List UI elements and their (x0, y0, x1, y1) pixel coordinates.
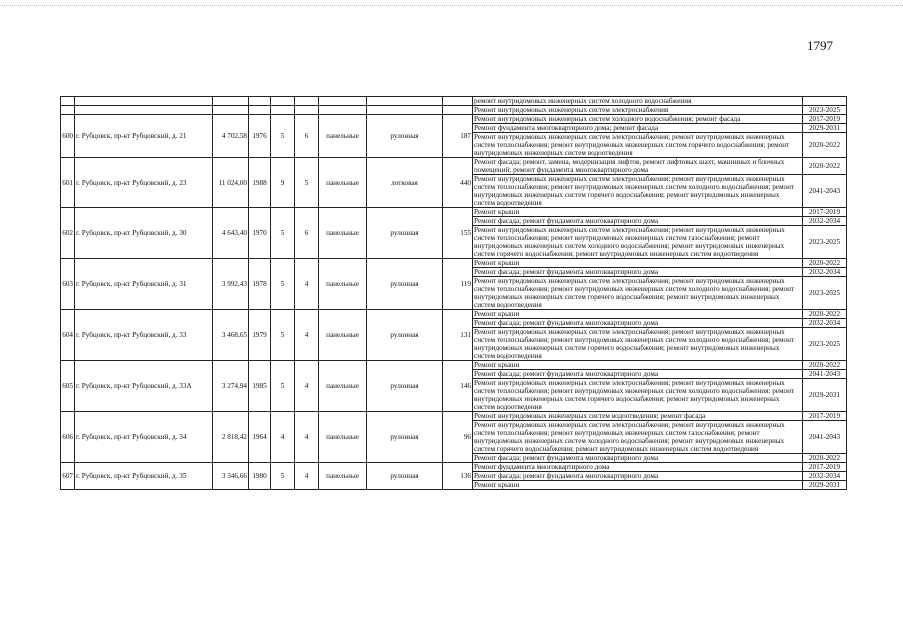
years-cell: 2017-2019 (803, 115, 847, 124)
row-number-cell: 604 (61, 310, 75, 361)
area-cell: 4 643,40 (213, 208, 249, 259)
floors-cell: 4 (271, 412, 295, 463)
years-cell: 2020-2022 (803, 133, 847, 158)
residents-cell: 136 (443, 463, 473, 490)
address-cell: г. Рубцовск, пр-кт Рубцовский, д. 23 (75, 158, 213, 208)
area-cell: 3 992,43 (213, 259, 249, 310)
years-cell: 2017-2019 (803, 412, 847, 421)
work-cell: Ремонт крыши (473, 259, 803, 268)
area-cell: 3 274,94 (213, 361, 249, 412)
address-cell: г. Рубцовск, пр-кт Рубцовский, д. 33А (75, 361, 213, 412)
entrances-cell: 4 (295, 361, 319, 412)
wall-material-cell: панельные (319, 412, 367, 463)
table-row (61, 412, 847, 421)
wall-material-cell: панельные (319, 158, 367, 208)
table-row (61, 115, 847, 124)
roof-type-cell: рулонная (367, 115, 443, 158)
wall-material-cell: панельные (319, 310, 367, 361)
year-built-cell: 1985 (249, 361, 271, 412)
residents-cell: 96 (443, 412, 473, 463)
work-cell: Ремонт фасада; ремонт фундамента многоквартирного дома (473, 472, 803, 481)
years-cell: 2017-2019 (803, 208, 847, 217)
area-cell: 2 818,42 (213, 412, 249, 463)
floors-cell: 5 (271, 115, 295, 158)
area-cell: 3 346,66 (213, 463, 249, 490)
year-built-cell: 1988 (249, 158, 271, 208)
residents-cell: 187 (443, 115, 473, 158)
residents-cell: 131 (443, 310, 473, 361)
area-cell: 11 024,00 (213, 158, 249, 208)
work-cell: Ремонт фасада; ремонт фундамента многоквартирного дома (473, 454, 803, 463)
page-number: 1797 (807, 38, 833, 53)
entrances-cell: 5 (295, 158, 319, 208)
year-built-cell: 1978 (249, 259, 271, 310)
row-number-cell: 606 (61, 412, 75, 463)
row-number-cell: 603 (61, 259, 75, 310)
year-built-cell: 1970 (249, 208, 271, 259)
years-cell: 2020-2022 (803, 454, 847, 463)
work-cell: Ремонт крыши (473, 310, 803, 319)
residents-cell: 440 (443, 158, 473, 208)
work-cell: Ремонт фасада; ремонт, замена, модернизация лифтов, ремонт лифтовых шахт, машинных и блочных помещений; ремонт фундамента многоквартирного дома (473, 158, 803, 175)
roof-type-cell: рулонная (367, 208, 443, 259)
years-cell: 2032-2034 (803, 217, 847, 226)
area-cell: 3 468,65 (213, 310, 249, 361)
work-cell: Ремонт фундамента многоквартирного дома (473, 463, 803, 472)
address-cell: г. Рубцовск, пр-кт Рубцовский, д. 33 (75, 310, 213, 361)
years-cell: 2029-2031 (803, 379, 847, 412)
work-cell: ремонт внутридомовых инженерных систем холодного водоснабжения (473, 97, 803, 106)
scan-top-edge (0, 5, 903, 7)
years-cell: 2020-2022 (803, 158, 847, 175)
address-cell: г. Рубцовск, пр-кт Рубцовский, д. 35 (75, 463, 213, 490)
work-cell: Ремонт внутридомовых инженерных систем электроснабжения; ремонт внутридомовых инженерных систем теплоснабжения; ремонт внутридомовых инженерных систем холодного водоснабжения; ремонт внутридомовых инженерных систем горячего водоснабжения; ремонт внутридомовых инженерных систем водоотведения (473, 175, 803, 208)
entrances-cell: 4 (295, 259, 319, 310)
floors-cell: 5 (271, 361, 295, 412)
year-built-cell: 1976 (249, 115, 271, 158)
work-cell: Ремонт внутридомовых инженерных систем электроснабжения; ремонт внутридомовых инженерных систем теплоснабжения; ремонт внутридомовых инженерных систем газоснабжения; ремонт внутридомовых инженерных систем холодного водоснабжения; ремонт внутридомовых инженерных систем горячего водоснабжения; ремонт внутридомовых инженерных систем водоотведения (473, 226, 803, 259)
work-cell: Ремонт внутридомовых инженерных систем холодного водоснабжения; ремонт фасада (473, 115, 803, 124)
address-cell: г. Рубцовск, пр-кт Рубцовский, д. 34 (75, 412, 213, 463)
year-built-cell: 1964 (249, 412, 271, 463)
table-row (61, 158, 847, 175)
address-cell: г. Рубцовск, пр-кт Рубцовский, д. 30 (75, 208, 213, 259)
years-cell: 2029-2031 (803, 481, 847, 490)
entrances-cell: 4 (295, 463, 319, 490)
table-row (61, 208, 847, 217)
work-cell: Ремонт внутридомовых инженерных систем водоотведения; ремонт фасада (473, 412, 803, 421)
floors-cell: 5 (271, 259, 295, 310)
years-cell: 2032-2034 (803, 268, 847, 277)
year-built-cell: 1979 (249, 310, 271, 361)
years-cell: 2017-2019 (803, 463, 847, 472)
years-cell: 2041-2043 (803, 175, 847, 208)
wall-material-cell: панельные (319, 115, 367, 158)
table-row (61, 361, 847, 370)
work-cell: Ремонт крыши (473, 361, 803, 370)
floors-cell: 5 (271, 310, 295, 361)
years-cell: 2023-2025 (803, 106, 847, 115)
table-row (61, 97, 847, 106)
work-cell: Ремонт внутридомовых инженерных систем электроснабжения; ремонт внутридомовых инженерных систем теплоснабжения; ремонт внутридомовых инженерных систем горячего водоснабжения; ремонт внутридомовых инженерных систем водоотведения (473, 133, 803, 158)
work-cell: Ремонт крыши (473, 208, 803, 217)
wall-material-cell: панельные (319, 463, 367, 490)
row-number-cell: 601 (61, 158, 75, 208)
years-cell: 2041-2043 (803, 421, 847, 454)
work-cell: Ремонт внутридомовых инженерных систем электроснабжения; ремонт внутридомовых инженерных систем теплоснабжения; ремонт внутридомовых инженерных систем холодного водоснабжения; ремонт внутридомовых инженерных систем горячего водоснабжения; ремонт внутридомовых инженерных систем водоотведения (473, 277, 803, 310)
row-number-cell: 602 (61, 208, 75, 259)
work-cell: Ремонт внутридомовых инженерных систем электроснабжения; ремонт внутридомовых инженерных систем теплоснабжения; ремонт внутридомовых инженерных систем холодного водоснабжения; ремонт внутридомовых инженерных систем горячего водоснабжения; ремонт внутридомовых инженерных систем водоотведения (473, 328, 803, 361)
row-number-cell: 600 (61, 115, 75, 158)
years-cell: 2023-2025 (803, 226, 847, 259)
years-cell: 2041-2043 (803, 370, 847, 379)
work-cell: Ремонт внутридомовых инженерных систем электроснабжения; ремонт внутридомовых инженерных систем теплоснабжения; ремонт внутридомовых инженерных систем холодного водоснабжения; ремонт внутридомовых инженерных систем горячего водоснабжения; ремонт внутридомовых инженерных систем водоотведения (473, 379, 803, 412)
roof-type-cell: рулонная (367, 412, 443, 463)
years-cell: 2029-2031 (803, 124, 847, 133)
row-number-cell: 605 (61, 361, 75, 412)
work-cell: Ремонт фасада; ремонт фундамента многоквартирного дома (473, 268, 803, 277)
wall-material-cell: панельные (319, 361, 367, 412)
repair-program-table (60, 96, 847, 490)
entrances-cell: 6 (295, 115, 319, 158)
wall-material-cell: панельные (319, 259, 367, 310)
table-row (61, 463, 847, 472)
entrances-cell: 6 (295, 208, 319, 259)
wall-material-cell: панельные (319, 208, 367, 259)
table-row (61, 106, 847, 115)
residents-cell: 119 (443, 259, 473, 310)
entrances-cell: 4 (295, 412, 319, 463)
work-cell: Ремонт фасада; ремонт фундамента многоквартирного дома (473, 370, 803, 379)
years-cell: 2020-2022 (803, 361, 847, 370)
years-cell: 2023-2025 (803, 277, 847, 310)
years-cell: 2032-2034 (803, 319, 847, 328)
roof-type-cell: лотковая (367, 158, 443, 208)
roof-type-cell: рулонная (367, 361, 443, 412)
address-cell: г. Рубцовск, пр-кт Рубцовский, д. 21 (75, 115, 213, 158)
work-cell: Ремонт фасада; ремонт фундамента многоквартирного дома (473, 319, 803, 328)
years-cell: 2020-2022 (803, 310, 847, 319)
years-cell (803, 97, 847, 106)
floors-cell: 5 (271, 208, 295, 259)
roof-type-cell: рулонная (367, 310, 443, 361)
floors-cell: 5 (271, 463, 295, 490)
year-built-cell: 1980 (249, 463, 271, 490)
entrances-cell: 4 (295, 310, 319, 361)
roof-type-cell: рулонная (367, 463, 443, 490)
work-cell: Ремонт фундамента многоквартирного дома; ремонт фасада (473, 124, 803, 133)
years-cell: 2020-2022 (803, 259, 847, 268)
residents-cell: 146 (443, 361, 473, 412)
residents-cell: 155 (443, 208, 473, 259)
work-cell: Ремонт крыши (473, 481, 803, 490)
row-number-cell: 607 (61, 463, 75, 490)
floors-cell: 9 (271, 158, 295, 208)
work-cell: Ремонт внутридомовых инженерных систем электроснабжения (473, 106, 803, 115)
years-cell: 2023-2025 (803, 328, 847, 361)
table-row (61, 310, 847, 319)
roof-type-cell: рулонная (367, 259, 443, 310)
area-cell: 4 702,58 (213, 115, 249, 158)
address-cell: г. Рубцовск, пр-кт Рубцовский, д. 31 (75, 259, 213, 310)
table-body (61, 97, 847, 490)
work-cell: Ремонт фасада; ремонт фундамента многоквартирного дома (473, 217, 803, 226)
years-cell: 2032-2034 (803, 472, 847, 481)
work-cell: Ремонт внутридомовых инженерных систем электроснабжения; ремонт внутридомовых инженерных систем теплоснабжения; ремонт внутридомовых инженерных систем газоснабжения; ремонт внутридомовых инженерных систем холодного водоснабжения; ремонт внутридомовых инженерных систем горячего водоснабжения; ремонт внутридомовых инженерных систем водоотведения (473, 421, 803, 454)
table-row (61, 259, 847, 268)
